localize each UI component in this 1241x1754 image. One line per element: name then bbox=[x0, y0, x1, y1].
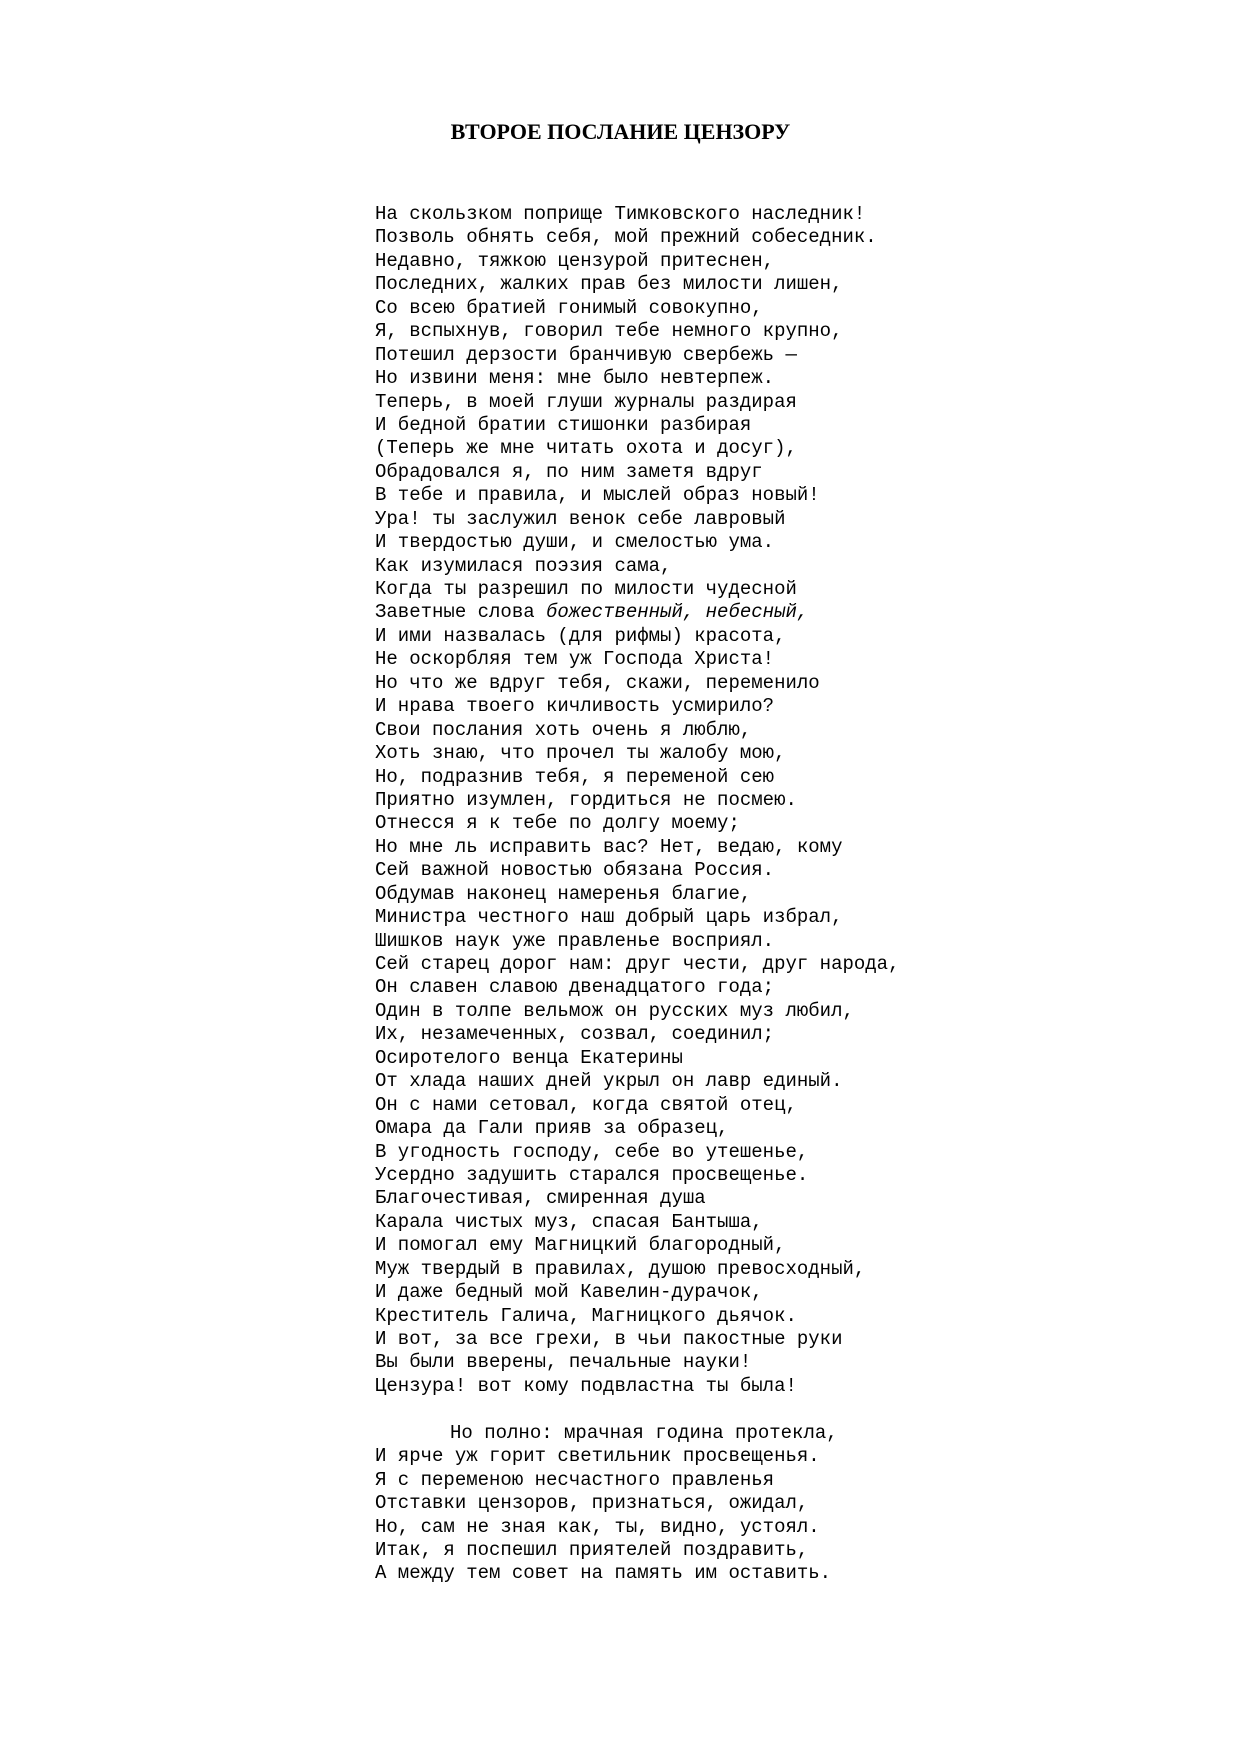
poem-line: Но полно: мрачная година протекла, bbox=[450, 1421, 838, 1444]
poem-line: И ярче уж горит светильник просвещенья. bbox=[375, 1445, 820, 1468]
poem-line: И твердостью души, и смелостью ума. bbox=[375, 531, 775, 554]
poem-line: И даже бедный мой Кавелин-дурачок, bbox=[375, 1281, 763, 1304]
poem-line: Но извини меня: мне было невтерпеж. bbox=[375, 367, 775, 390]
poem-line: И ими назвалась (для рифмы) красота, bbox=[375, 624, 786, 647]
poem-line: Цензура! вот кому подвластна ты была! bbox=[375, 1374, 797, 1397]
poem-line: Свои послания хоть очень я люблю, bbox=[375, 718, 752, 741]
poem-line: Один в толпе вельмож он русских муз любил, bbox=[375, 999, 854, 1022]
poem-line: Осиротелого венца Екатерины bbox=[375, 1046, 683, 1069]
poem-line: Хоть знаю, что прочел ты жалобу мою, bbox=[375, 742, 786, 765]
poem-line: Теперь, в моей глуши журналы раздирая bbox=[375, 390, 797, 413]
poem-line: Сей старец дорог нам: друг чести, друг народа, bbox=[375, 953, 900, 975]
poem-line: Креститель Галича, Магницкого дьячок. bbox=[375, 1304, 797, 1327]
poem-line: Усердно задушить старался просвещенье. bbox=[375, 1163, 809, 1186]
poem-line: Отставки цензоров, признаться, ожидал, bbox=[375, 1492, 809, 1515]
poem-line: Приятно изумлен, гордиться не посмею. bbox=[375, 788, 797, 811]
poem-line: И нрава твоего кичливость усмирило? bbox=[375, 695, 775, 718]
poem-line bbox=[375, 601, 1235, 624]
poem-line: Как изумилася поэзия сама, bbox=[375, 554, 672, 577]
poem-line: В угодность господу, себе во утешенье, bbox=[375, 1140, 809, 1163]
poem-line: Со всею братией гонимый совокупно, bbox=[375, 296, 763, 319]
poem-line: Недавно, тяжкою цензурой притеснен, bbox=[375, 249, 775, 272]
poem-line: В тебе и правила, и мыслей образ новый! bbox=[375, 484, 820, 507]
poem-line: Я с переменою несчастного правленья bbox=[375, 1468, 775, 1491]
poem-line: Он славен славою двенадцатого года; bbox=[375, 976, 775, 999]
poem-line: Но, подразнив тебя, я переменой сею bbox=[375, 765, 775, 788]
poem-line-text: Заветные слова bbox=[375, 601, 547, 624]
poem-line: Я, вспыхнув, говорил тебе немного крупно, bbox=[375, 320, 843, 343]
poem-line: Шишков наук уже правленье восприял. bbox=[375, 929, 775, 952]
poem-line: Обдумав наконец намеренья благие, bbox=[375, 882, 752, 905]
poem-line: Вы были вверены, печальные науки! bbox=[375, 1351, 752, 1374]
poem-line: Муж твердый в правилах, душою превосходный, bbox=[375, 1257, 866, 1280]
poem-line: Не оскорбляя тем уж Господа Христа! bbox=[375, 648, 775, 671]
poem-line: Потешил дерзости бранчивую свербежь — bbox=[375, 343, 797, 366]
poem-line: Итак, я поспешил приятелей поздравить, bbox=[375, 1538, 809, 1561]
poem-line: И помогал ему Магницкий благородный, bbox=[375, 1234, 786, 1257]
poem-line: Министра честного наш добрый царь избрал, bbox=[375, 906, 843, 929]
poem-line: Когда ты разрешил по милости чудесной bbox=[375, 578, 797, 600]
poem-line: Но, сам не зная как, ты, видно, устоял. bbox=[375, 1515, 820, 1538]
stanza bbox=[375, 1422, 1235, 1586]
poem-line: Обрадовался я, по ним заметя вдруг bbox=[375, 460, 763, 483]
poem-line: Позволь обнять себя, мой прежний собеседник. bbox=[375, 226, 877, 249]
poem-line: От хлада наших дней укрыл он лавр единый. bbox=[375, 1070, 843, 1093]
poem-line: Их, незамеченных, созвал, соединил; bbox=[375, 1023, 775, 1046]
poem-line: На скользком поприще Тимковского наследник! bbox=[375, 203, 866, 225]
poem-line: Последних, жалких прав без милости лишен, bbox=[375, 273, 843, 296]
poem-line: И вот, за все грехи, в чьи пакостные руки bbox=[375, 1328, 843, 1350]
poem-line: И бедной братии стишонки разбирая bbox=[375, 413, 752, 436]
poem-line: Но мне ль исправить вас? Нет, ведаю, кому bbox=[375, 835, 843, 858]
stanza bbox=[375, 203, 1235, 1398]
poem-line: Он с нами сетовал, когда святой отец, bbox=[375, 1093, 797, 1116]
page-title: ВТОРОЕ ПОСЛАНИЕ ЦЕНЗОРУ bbox=[450, 119, 791, 144]
poem-line: Омара да Гали прияв за образец, bbox=[375, 1117, 729, 1140]
poem-line: А между тем совет на память им оставить. bbox=[375, 1562, 832, 1585]
poem-line: Но что же вдруг тебя, скажи, переменило bbox=[375, 671, 820, 694]
poem-line: Ура! ты заслужил венок себе лавровый bbox=[375, 507, 786, 530]
poem-line: Благочестивая, смиренная душа bbox=[375, 1187, 706, 1210]
poem-line: Карала чистых муз, спасая Бантыша, bbox=[375, 1210, 763, 1233]
poem-line: (Теперь же мне читать охота и досуг), bbox=[375, 437, 797, 460]
poem-line-emphasis: божественный, небесный, bbox=[546, 601, 809, 624]
poem-body bbox=[375, 203, 1235, 1586]
poem-line: Сей важной новостью обязана Россия. bbox=[375, 859, 775, 882]
poem-line: Отнесся я к тебе по долгу моему; bbox=[375, 812, 740, 835]
